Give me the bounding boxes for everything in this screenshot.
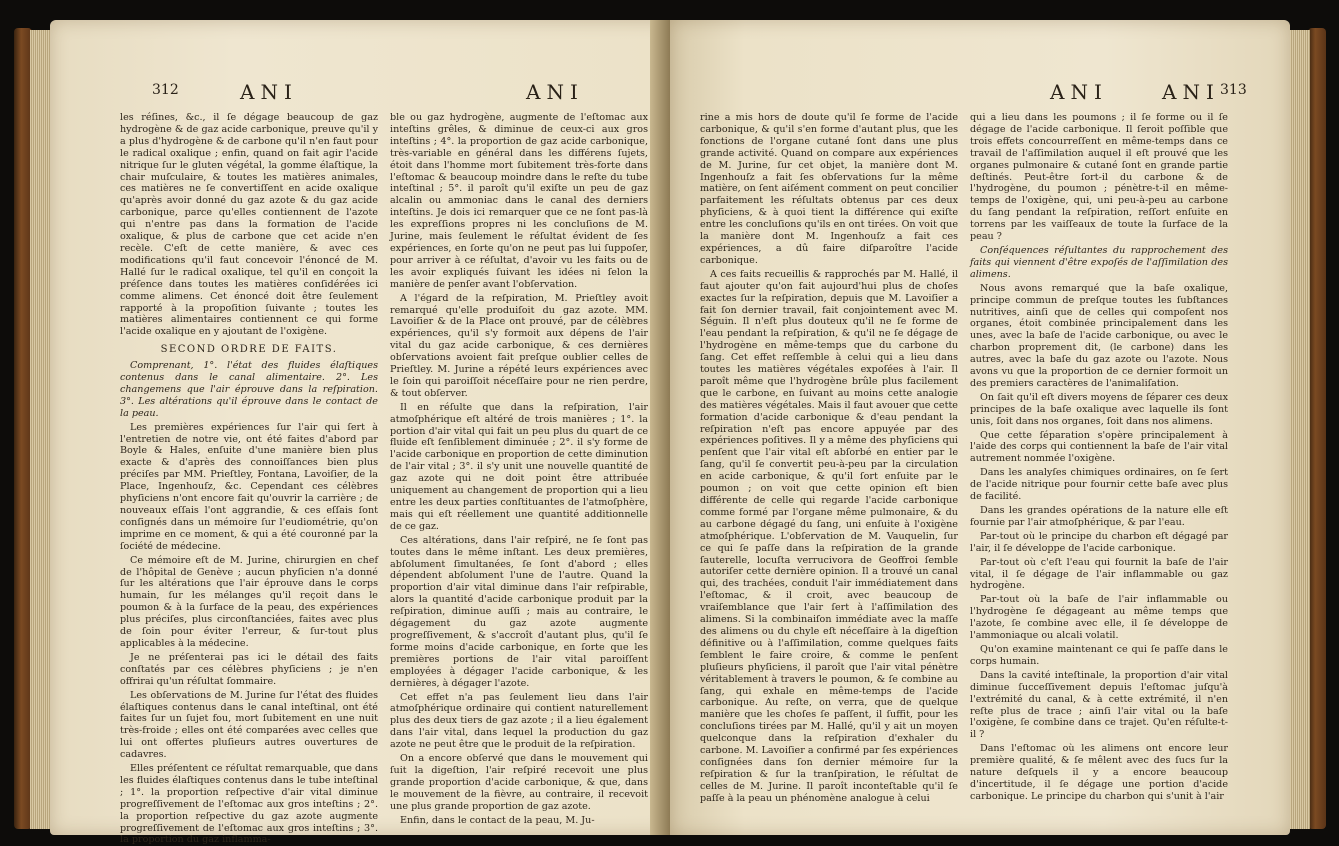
paragraph: Par-tout où le principe du charbon eſt dégagé par l'air, il ſe développe de l'acide carbonique. — [970, 530, 1228, 554]
paragraph: Je ne préſenterai pas ici le détail des faits conſtatés par ces célèbres phyſiciens ; je n'en offrirai qu'un réſultat ſommaire. — [120, 651, 378, 687]
paragraph: Nous avons remarqué que la baſe oxalique, principe commun de preſque toutes les ſubſtances nutritives, ainſi que de celles qui compoſent nos organes, étoit combinée principalement dans les unes, avec la baſe de l'acide carbonique, ou avec le charbon proprement dit, (le carbone) dans les autres, avec la baſe du gaz azote ou l'azote. Nous avons vu que la proportion de ce dernier formoit un des premiers caractères de l'animaliſation. — [970, 282, 1228, 389]
paragraph: Qu'on examine maintenant ce qui ſe paſſe dans le corps humain. — [970, 643, 1228, 667]
right-page-number: 313 — [1220, 82, 1247, 98]
paragraph: Enfin, dans le contact de la peau, M. Ju- — [400, 814, 595, 826]
left-page — [50, 20, 670, 846]
paragraph: ble ou gaz hydrogène, augmente de l'eſtomac aux inteſtins grêles, & diminue de ceux-ci aux gros inteſtins ; 4°. la proportion de gaz acide carbonique, très-variable en général dans les différens ſujets, étoit dans l'homme mort ſubitement très-forte dans l'eſtomac & beaucoup moindre dans le reſte du tube inteſtinal ; 5°. il paroît qu'il exiſte un peu de gaz alcalin ou ammoniac dans le canal des derniers inteſtins. Je dois ici remarquer que ce ne ſont pas-là les expreſſions propres ni les concluſions de M. Jurine, mais ſeulement le réſultat évident de ſes expériences, en ſorte qu'on ne peut pas lui ſuppoſer, pour arriver à ce réſultat, d'avoir vu les faits ou de les avoir expliqués ſuivant les idées ni ſelon la manière de penſer avant l'obſervation. — [390, 112, 648, 290]
paragraph: les réſines, &c., il ſe dégage beaucoup de gaz hydrogène & de gaz acide carbonique, preuve qu'il y a plus d'hydrogène & de carbone qu'il n'en faut pour le radical oxalique ; enfin, quand on fait agir l'acide nitrique ſur le gluten végétal, la gomme élaſtique, la chair muſculaire, & toutes les matières animales, ces matières ne ſe convertiſſent en acide oxalique qu'après avoir donné du gaz azote & du gaz acide carbonique, parce qu'elles contiennent de l'azote qui n'entre pas dans la formation de l'acide oxalique, & plus de carbone que cet acide n'en recèle. C'eſt de cette manière, & avec ces modifications qu'il faut concevoir l'énoncé de M. Hallé ſur le radical oxalique, tel qu'il en conçoit la préſence dans toutes les matières conſidérées ici comme alimens. Cet énoncé doit être ſeulement rapporté à la propoſition ſuivante ; toutes les matières alimentaires contiennent ce qui forme l'acide oxalique en y ajoutant de l'oxigène. — [120, 112, 378, 338]
right-page-header — [710, 80, 1250, 108]
left-page-column-1 — [120, 112, 378, 846]
book-cover-right — [1308, 28, 1326, 829]
open-book — [14, 20, 1326, 846]
paragraph: Que cette ſéparation s'opère principalement à l'aide des corps qui contiennent la baſe de l'air vital autrement nommée l'oxigène. — [970, 429, 1228, 465]
paragraph: Par-tout où c'eſt l'eau qui fournit la baſe de l'air vital, il ſe dégage de l'air inflammable ou gaz hydrogène. — [970, 556, 1228, 592]
page-edges-right — [1288, 30, 1310, 829]
section-heading: Conſéquences réſultantes du rapprochement des faits qui viennent d'être expoſés de l'aſſimilation des alimens. — [970, 244, 1228, 280]
right-running-head-2: ANI — [1162, 80, 1220, 104]
paragraph: On ſait qu'il eſt divers moyens de ſéparer ces deux principes de la baſe oxalique avec laquelle ils ſont unis, ſoit dans nos organes, ſoit dans nos alimens. — [970, 391, 1228, 427]
left-running-head-2: ANI — [526, 80, 584, 104]
paragraph: Par-tout où la baſe de l'air inflammable ou l'hydrogène ſe dégageant au même temps que l'azote, ſe combine avec elle, il ſe développe de l'ammoniaque ou alcali volatil. — [970, 594, 1228, 642]
right-page-column-2 — [970, 112, 1228, 802]
paragraph: Dans la cavité inteſtinale, la proportion d'air vital diminue ſucceſſivement depuis l'eſtomac juſqu'à l'extrémité du canal, & à cette extrémité, il n'en reſte plus de trace ; ainſi l'air vital ou la baſe l'oxigène, ſe combine dans ce trajet. Qu'en réſulte-t-il ? — [970, 669, 1228, 741]
paragraph: Elles préſentent ce réſultat remarquable, que dans les fluides élaſtiques contenus dans le tube inteſtinal ; 1°. la proportion reſpective d'air vital diminue progreſſivement de l'eſtomac aux gros inteſtins ; 2°. la proportion reſpective du gaz azote augmente progreſſivement de l'eſtomac aux gros inteſtins ; 3°. la proportion du gaz inflamma- — [120, 763, 378, 846]
left-running-head-1: ANI — [240, 80, 298, 104]
paragraph: On a encore obſervé que dans le mouvement qui ſuit la digeſtion, l'air reſpiré recevoit une plus grande proportion d'acide carbonique, & que, dans le mouvement de la fièvre, au contraire, il recevoit une plus grande proportion de gaz azote. — [390, 753, 648, 812]
right-page — [670, 20, 1290, 835]
paragraph: Dans les grandes opérations de la nature elle eſt fournie par l'air atmoſphérique, & par l'eau. — [970, 505, 1228, 528]
paragraph: Les obſervations de M. Jurine ſur l'état des fluides élaſtiques contenus dans le canal inteſtinal, ont été faites ſur un ſujet fou, mort ſubitement en une nuit très-froide ; elles ont été comparées avec celles que lui ont offertes pluſieurs autres ouvertures de cadavres. — [120, 689, 378, 761]
section-heading: SECOND ORDRE DE FAITS. — [160, 344, 338, 356]
paragraph: A l'égard de la reſpiration, M. Prieſtley avoit remarqué qu'elle produiſoit du gaz azote. MM. Lavoiſier & de la Place ont prouvé, par de célèbres expériences, qu'il s'y formoit aux dépens de l'air vital du gaz acide carbonique, & ces dernières obſervations avoient fait preſque oublier celles de Prieſtley. M. Jurine a répété leurs expériences avec le ſoin qui paroiſſoit néceſſaire pour ne rien perdre, & tout obſerver. — [390, 292, 648, 399]
left-page-number: 312 — [152, 82, 179, 98]
paragraph: A ces faits recueillis & rapprochés par M. Hallé, il faut ajouter qu'on fait aujourd'hui plus de choſes exactes ſur la reſpiration, depuis que M. Lavoiſier a fait ſon dernier travail, fait conjointement avec M. Séguin. Il n'eſt plus douteux qu'il ne ſe forme de l'eau pendant la reſpiration, & qu'il ne ſe dégage de l'hydrogène en même-temps que du carbone du ſang. Cet effet reſſemble à celui qui a lieu dans toutes les matières végétales expoſées à l'air. Il paroît même que l'hydrogène brûle plus facilement que le carbone, en ſuivant au moins cette analogie des matières végétales. Mais il faut avouer que cette formation d'acide carbonique & d'eau pendant la reſpiration n'eſt pas encore appuyée par des expériences poſitives. Il y a même des phyſiciens qui penſent que l'air vital eſt abſorbé en entier par le ſang, qu'il ſe convertit peu-à-peu par la circulation en acide carbonique, & qu'il ſort enſuite par le poumon ; on voit que cette opinion eſt bien différente de celle qui regarde l'acide carbonique comme formé par l'organe même pulmonaire, & du au carbone dégagé du ſang, uni enſuite à l'oxigène atmoſphérique. L'obſervation de M. Vauquelin, ſur ce qui ſe paſſe dans la reſpiration de la grande ſauterelle, locuſta verrucivora de Geoffroi ſemble autoriſer cette dernière opinion. Il a trouvé un canal qui, des trachées, conduit l'air immédiatement dans l'eſtomac, & il croit, avec beaucoup de vraiſemblance que l'air ſert à l'aſſimilation des alimens. Si la combinaiſon immédiate avec la maſſe des alimens ou du chyle eſt néceſſaire à la digeſtion définitive ou à l'aſſimilation, comme quelques faits ſemblent le faire croire, & comme le penſent pluſieurs phyſiciens, il paroît que l'air vital pénètre véritablement à travers le poumon, & ſe combine au ſang, qui exhale en même-temps de l'acide carbonique. Au reſte, on verra, que de quelque manière que les choſes ſe paſſent, il ſuffit, pour les concluſions tirées par M. Hallé, qu'il y ait un moyen quelconque dans la reſpiration d'exhaler du carbone. M. Lavoiſier a confirmé par ſes expériences conſignées dans ſon dernier mémoire ſur la reſpiration & ſur la tranſpiration, le réſultat de celles de M. Jurine. Il paroît inconteſtable qu'il ſe paſſe à la peau un phénomène analogue à celui — [700, 268, 958, 804]
paragraph: rine a mis hors de doute qu'il ſe forme de l'acide carbonique, & qu'il s'en forme d'autant plus, que les fonctions de l'organe cutané ſont dans une plus grande activité. Quand on compare aux expériences de M. Jurine, ſur cet objet, la manière dont M. Ingenhouſz a fait ſes obſervations ſur la même matière, on ſent aiſément comment on peut concilier parfaitement les réſultats obtenus par ces deux phyſiciens, & à quoi tient la différence qui exiſte entre les concluſions qu'ils en ont tirées. On voit que la manière dont M. Ingenhouſz a fait ces expériences, a dû faire diſparoître l'acide carbonique. — [700, 112, 958, 266]
paragraph: Dans les analyſes chimiques ordinaires, on ſe ſert de l'acide nitrique pour fournir cette baſe avec plus de facilité. — [970, 467, 1228, 503]
paragraph: Cet effet n'a pas ſeulement lieu dans l'air atmoſphérique ordinaire qui contient naturellement plus des deux tiers de gaz azote ; il a lieu également dans l'air vital, dans lequel la production du gaz azote ne peut être que le produit de la reſpiration. — [390, 691, 648, 751]
paragraph: Dans l'eſtomac où les alimens ont encore leur première qualité, & ſe mêlent avec des ſucs ſur la nature deſquels il y a encore beaucoup d'incertitude, il ſe dégage une portion d'acide carbonique. Le principe du charbon qui s'unit à l'air — [970, 743, 1228, 802]
paragraph: Ces altérations, dans l'air reſpiré, ne ſe ſont pas toutes dans le même inſtant. Les deux premières, abſolument ſimultanées, ſe ſont d'abord ; elles dépendent abſolument l'une de l'autre. Quand la proportion d'air vital diminue dans l'air reſpirable, alors la quantité d'acide carbonique produit par la reſpiration, diminue auſſi ; mais au contraire, le dégagement du gaz azote augmente progreſſivement, & s'accroît d'autant plus, qu'il ſe forme moins d'acide carbonique, en ſorte que les premières portions de l'air vital paroiſſent employées à dégager l'acide carbonique, & les dernières, à dégager l'azote. — [390, 534, 648, 689]
paragraph: Il en réſulte que dans la reſpiration, l'air atmoſphérique eſt altéré de trois manières ; 1°. la portion d'air vital qui fait un peu plus du quart de ce fluide eſt ſenſiblement diminuée ; 2°. il s'y forme de l'acide carbonique en proportion de cette diminution de l'air vital ; 3°. il s'y unit une nouvelle quantité de gaz azote qui ne doit point être attribuée uniquement au changement de proportion qui a lieu entre les deux parties conſtituantes de l'atmoſphère, mais qui eſt réellement une quantité additionnelle de ce gaz. — [390, 401, 648, 532]
paragraph: qui a lieu dans les poumons ; il ſe forme ou il ſe dégage de l'acide carbonique. Il ſeroit poſſible que trois effets concourreſſent en même-temps dans ce travail de l'aſſimilation auquel il eſt prouvé que les organes pulmonaire & cutané ſont en grande partie deſtinés. Peut-être ſort-il du carbone & de l'hydrogène, du poumon ; pénètre-t-il en même-temps de l'oxigène, qui, uni peu-à-peu au carbone du ſang pendant la reſpiration, reſſort enſuite en torrens par les vaiſſeaux de toute la ſurface de la peau ? — [970, 112, 1228, 243]
paragraph: Les premières expériences ſur l'air qui ſert à l'entretien de notre vie, ont été faites d'abord par Boyle & Hales, enſuite d'une manière bien plus exacte & d'après des connoiſſances bien plus préciſes par MM. Prieſtley, Fontana, Lavoiſier, de la Place, Ingenhouſz, &c. Cependant ces célèbres phyſiciens n'ont encore fait qu'ouvrir la carrière ; de nouveaux eſſais l'ont aggrandie, & ces eſſais ſont conſignés dans un mémoire ſur l'eudiométrie, qu'on imprime en ce moment, & qui a été couronné par la ſociété de médecine. — [120, 421, 378, 552]
paragraph: Ce mémoire eſt de M. Jurine, chirurgien en chef de l'hôpital de Genève ; aucun phyſicien n'a donné ſur les altérations que l'air éprouve dans le corps humain, ſur les mélanges qu'il reçoit dans le poumon & à la ſurface de la peau, des expériences plus préciſes, plus circonſtanciées, faites avec plus de ſoin pour éviter l'erreur, & ſur-tout plus applicables à la médecine. — [120, 554, 378, 649]
section-summary: Comprenant, 1°. l'état des fluides élaſtiques contenus dans le canal alimentaire. 2°. Les changemens que l'air éprouve dans la reſpiration. 3°. Les altérations qu'il éprouve dans le contact de la peau. — [120, 360, 378, 419]
right-running-head-1: ANI — [1050, 80, 1108, 104]
left-page-column-2 — [390, 112, 648, 826]
right-page-column-1 — [700, 112, 958, 804]
page-edges-left — [30, 30, 52, 829]
left-page-header — [90, 80, 630, 108]
